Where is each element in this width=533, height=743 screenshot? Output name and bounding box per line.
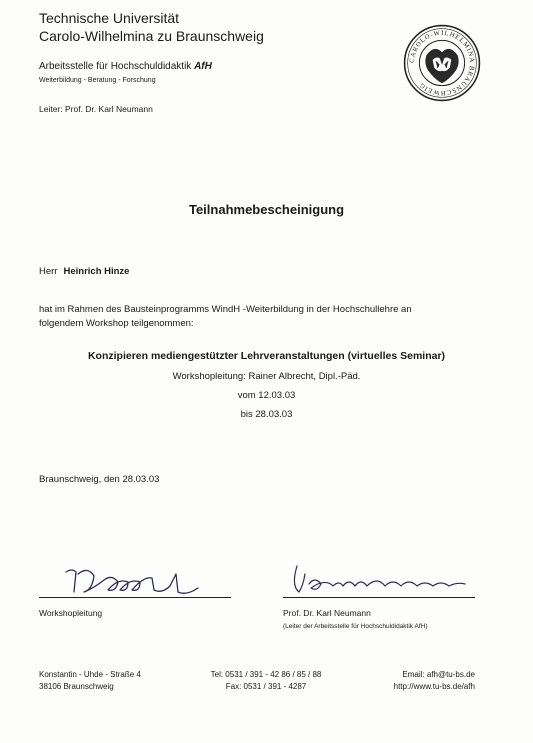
- salutation: Herr: [39, 266, 58, 277]
- footer-fax: Fax: 0531 / 391 - 4287: [225, 682, 307, 691]
- signature-line-right: [283, 597, 475, 598]
- recipient-name: Heinrich Hinze: [63, 266, 130, 277]
- seal-text: CAROLO-WILHELMINA BRAUNSCHWEIG: [408, 29, 476, 97]
- department-subtitle: Weiterbildung - Beratung - Forschung: [39, 77, 156, 84]
- place-and-date: Braunschweig, den 28.03.03: [39, 474, 160, 485]
- signature-sublabel-right: (Leiter der Arbeitsstelle für Hochschuldidaktik AfH): [283, 623, 428, 630]
- certificate-title: Teilnahmebescheinigung: [188, 202, 345, 217]
- workshop-title: Konzipieren mediengestützter Lehrveranstaltungen (virtuelles Seminar): [87, 350, 446, 362]
- footer-email: Email: afh@tu-bs.de: [402, 670, 475, 679]
- footer-phone: Tel: 0531 / 391 - 42 86 / 85 / 88: [210, 670, 322, 679]
- department-abbr: AfH: [194, 61, 212, 72]
- footer-address-street: Konstantin - Uhde - Straße 4: [39, 670, 141, 679]
- footer-address-city: 38106 Braunschweig: [39, 682, 114, 691]
- department-prefix: Arbeitsstelle für Hochschuldidaktik: [39, 61, 195, 72]
- footer-website: http://www.tu-bs.de/afh: [393, 682, 475, 691]
- department-head: Leiter: Prof. Dr. Karl Neumann: [39, 104, 153, 114]
- signature-label-right: Prof. Dr. Karl Neumann: [283, 608, 371, 618]
- body-text-line2: folgendem Workshop teilgenommen:: [39, 318, 194, 329]
- date-to: bis 28.03.03: [240, 409, 293, 420]
- body-text-line1: hat im Rahmen des Bausteinprogramms WindH -Weiterbildung in der Hochschullehre an: [39, 304, 412, 315]
- director-signature: [285, 556, 475, 598]
- university-name-line1: Technische Universität: [39, 10, 180, 26]
- signature-line-left: [39, 597, 231, 598]
- workshop-leader-signature: [58, 560, 208, 600]
- signature-label-left: Workshopleitung: [39, 608, 103, 618]
- department-name: [39, 61, 212, 72]
- university-seal-icon: [403, 24, 481, 102]
- university-name-line2: Carolo-Wilhelmina zu Braunschweig: [39, 28, 264, 44]
- recipient-line: [39, 266, 129, 277]
- workshop-leader: Workshopleitung: Rainer Albrecht, Dipl.-Päd.: [172, 371, 361, 382]
- date-from: vom 12.03.03: [237, 390, 296, 401]
